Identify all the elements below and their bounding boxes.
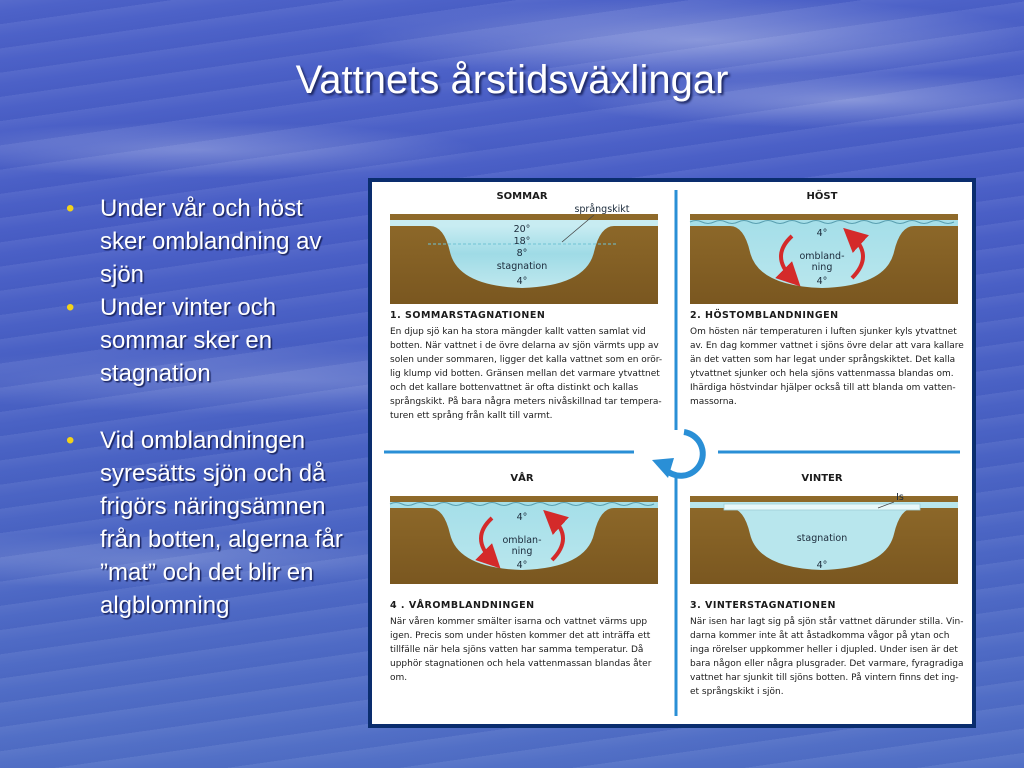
body-line: När våren kommer smälter isarna och vattnet värms upp	[390, 617, 648, 627]
lake-seasons-figure	[368, 178, 976, 728]
body-line: turen ett språng från kallt till varmt.	[390, 411, 553, 421]
bullet-marker: •	[66, 427, 75, 454]
body-line: ytvattnet sjunker och hela sjöns vattenmassa blandas om.	[690, 369, 954, 379]
bullet-item	[60, 424, 350, 622]
state-label: ning	[511, 546, 533, 557]
body-line: Ihärdiga höstvindar hjälper också till att blanda om vatten-	[690, 383, 956, 393]
bullet-item	[60, 192, 350, 291]
season-title: VÅR	[510, 473, 534, 484]
temperature-label: 18°	[513, 236, 531, 247]
bullet-marker: •	[66, 294, 75, 321]
state-label: stagnation	[796, 533, 848, 544]
bullet-item	[60, 291, 350, 390]
state-label: ning	[811, 262, 833, 273]
body-line: et språngskikt i sjön.	[690, 687, 784, 697]
body-line: inga rörelser uppkommer heller i djupled. Under isen är det	[690, 645, 958, 655]
season-title: SOMMAR	[496, 191, 548, 202]
lake-seasons-diagram	[372, 182, 972, 724]
section-heading: 1. SOMMARSTAGNATIONEN	[390, 310, 546, 321]
bullet-text: Under vår och höst sker omblandning av sjön	[100, 195, 322, 288]
season-title: HÖST	[806, 191, 838, 202]
body-line: bara någon eller några plusgrader. Det varmare, fyragradiga	[690, 659, 964, 669]
body-line: darna kommer inte åt att åstadkomma vågor på ytan och	[690, 631, 950, 641]
body-line: När isen har lagt sig på sjön står vattnet därunder stilla. Vin-	[690, 617, 964, 627]
state-label: stagnation	[496, 261, 548, 272]
annotation-label: språngskikt	[574, 204, 630, 215]
temperature-label: 4°	[816, 228, 828, 239]
section-heading: 2. HÖSTOMBLANDNINGEN	[690, 310, 839, 321]
state-label: omblan-	[502, 535, 542, 546]
bullet-list	[60, 192, 350, 622]
bottom-temperature: 4°	[816, 276, 828, 287]
temperature-label: 8°	[516, 248, 528, 259]
body-line: tillfälle när hela sjöns vatten har samma temperatur. Då	[390, 645, 644, 655]
body-line: än det vatten som har legat under språngskiktet. Det kalla	[690, 355, 956, 365]
bottom-temperature: 4°	[516, 276, 528, 287]
body-line: vattnet har sjunkit till sjöns botten. På vintern finns det ing-	[690, 673, 959, 683]
body-line: igen. Precis som under hösten kommer det att inträffa ett	[390, 631, 651, 641]
body-line: En djup sjö kan ha stora mängder kallt vatten samlat vid	[390, 327, 646, 337]
panel-var	[390, 471, 658, 683]
body-line: lig klump vid botten. Gränsen mellan det varmare ytvattnet	[390, 369, 660, 379]
body-line: botten. När vattnet i de övre delarna av sjön värmts upp av	[390, 341, 659, 351]
body-line: om.	[390, 673, 408, 683]
temperature-label: 20°	[513, 224, 531, 235]
bullet-text: Under vinter och sommar sker en stagnation	[100, 294, 277, 387]
section-heading: 4 . VÅROMBLANDNINGEN	[390, 600, 535, 611]
body-line: av. En dag kommer vattnet i sjöns övre delar att vara kallare	[690, 341, 964, 351]
season-title: VINTER	[801, 473, 843, 484]
ice-layer	[724, 504, 920, 510]
body-line: upphör stagnationen och hela vattenmassan blandas åter	[390, 659, 652, 669]
section-heading: 3. VINTERSTAGNATIONEN	[690, 600, 836, 611]
bottom-temperature: 4°	[516, 560, 528, 571]
body-line: och det kallare bottenvattnet är ofta distinkt och kallas	[390, 383, 639, 393]
slide-title: Vattnets årstidsväxlingar	[295, 58, 729, 102]
body-line: solen under sommaren, ligger det kalla vattnet som en orör-	[390, 355, 663, 365]
body-line: massorna.	[690, 397, 737, 407]
temperature-label: 4°	[516, 512, 528, 523]
bullet-marker: •	[66, 195, 75, 222]
body-line: Om hösten när temperaturen i luften sjunker kyls ytvattnet	[690, 327, 957, 337]
bullet-text: Vid omblandningen syresätts sjön och då frigörs näringsämnen från botten, algerna får ”mat” och det blir en algblomning	[100, 427, 343, 619]
bottom-temperature: 4°	[816, 560, 828, 571]
state-label: ombland-	[799, 251, 845, 262]
body-line: språngskikt. På bara några meters nivåskillnad tar tempera-	[390, 397, 662, 407]
annotation-label: Is	[896, 492, 904, 503]
panel-host	[690, 188, 964, 407]
